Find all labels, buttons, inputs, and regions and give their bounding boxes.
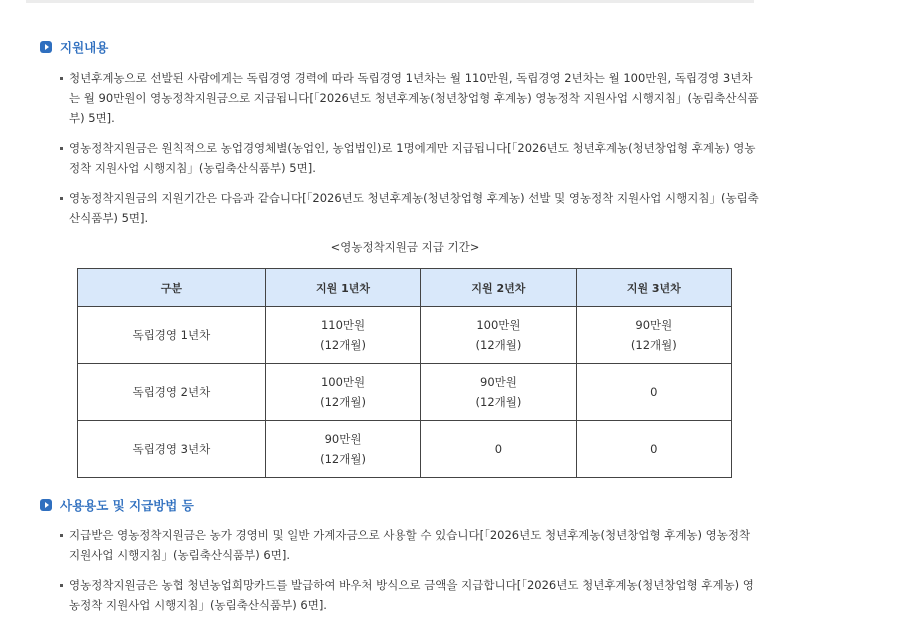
play-icon	[40, 41, 52, 53]
cell-amount: 90만원	[635, 318, 673, 332]
bullet-item: 영농정착지원금은 원칙적으로 농업경영체별(농업인, 농업법인)로 1명에게만 지급됩니다[「2026년도 청년후계농(청년창업형 후계농) 영농정착 지원사업 시행지침」(농림축산식품부) 5면].	[60, 138, 759, 178]
cell-period: (12개월)	[320, 338, 366, 352]
table-header-row	[78, 269, 732, 307]
section-title: 사용용도 및 지급방법 등	[60, 498, 194, 513]
bullet-item: 청년후계농으로 선발된 사람에게는 독립경영 경력에 따라 독립경영 1년차는 월 110만원, 독립경영 2년차는 월 100만원, 독립경영 3년차는 월 90만원이 영농정착지원금으로 지급됩니다[「2026년도 청년후계농(청년창업형 후계농) 영농정착 지원사업 시행지침」(농림축산식품부) 5면].	[60, 68, 759, 128]
bullet-item: 지급받은 영농정착지원금은 농가 경영비 및 일반 가계자금으로 사용할 수 있습니다[「2026년도 청년후계농(청년창업형 후계농) 영농정착 지원사업 시행지침」(농림축산식품부) 6면].	[60, 525, 759, 565]
table-cell	[576, 307, 731, 364]
table-row	[78, 421, 732, 478]
table-cell	[421, 421, 576, 478]
table-header-cell: 지원 1년차	[265, 269, 420, 307]
table-cell	[421, 364, 576, 421]
row-label: 독립경영 3년차	[78, 421, 266, 478]
section-usage	[40, 495, 752, 515]
table-row	[78, 307, 732, 364]
table-cell	[265, 364, 420, 421]
top-divider	[26, 0, 754, 3]
table-header-cell: 지원 2년차	[421, 269, 576, 307]
play-icon	[40, 499, 52, 511]
cell-period: (12개월)	[320, 395, 366, 409]
table-cell	[576, 421, 731, 478]
cell-amount: 90만원	[480, 375, 517, 389]
table-cell	[421, 307, 576, 364]
table-cell	[265, 307, 420, 364]
section-support-content	[40, 37, 752, 57]
row-label: 독립경영 2년차	[78, 364, 266, 421]
table-row	[78, 364, 732, 421]
section-title: 지원내용	[60, 40, 109, 55]
cell-amount: 110만원	[320, 318, 366, 332]
cell-amount: 90만원	[324, 432, 362, 446]
table-header-cell: 구분	[78, 269, 266, 307]
grant-period-table	[77, 268, 732, 478]
row-label: 독립경영 1년차	[78, 307, 266, 364]
cell-amount: 0	[650, 442, 658, 456]
cell-amount: 0	[494, 442, 503, 456]
cell-amount: 0	[650, 385, 658, 399]
cell-period: (12개월)	[475, 338, 522, 352]
bullet-item: 영농정착지원금의 지원기간은 다음과 같습니다[「2026년도 청년후계농(청년창업형 후계농) 선발 및 영농정착 지원사업 시행지침」(농림축산식품부) 5면].	[60, 188, 759, 228]
cell-period: (12개월)	[475, 395, 522, 409]
table-cell	[265, 421, 420, 478]
table-cell	[576, 364, 731, 421]
cell-period: (12개월)	[320, 452, 366, 466]
table-header-cell: 지원 3년차	[576, 269, 731, 307]
section-header	[40, 495, 752, 515]
cell-amount: 100만원	[320, 375, 366, 389]
cell-period: (12개월)	[630, 338, 677, 352]
cell-amount: 100만원	[476, 318, 521, 332]
table-caption: <영농정착지원금 지급 기간>	[330, 240, 480, 254]
bullet-item: 영농정착지원금은 농협 청년농업희망카드를 발급하여 바우처 방식으로 금액을 지급합니다[「2026년도 청년후계농(청년창업형 후계농) 영농정착 지원사업 시행지침」(농림축산식품부) 6면].	[60, 575, 759, 615]
section-header	[40, 37, 752, 57]
